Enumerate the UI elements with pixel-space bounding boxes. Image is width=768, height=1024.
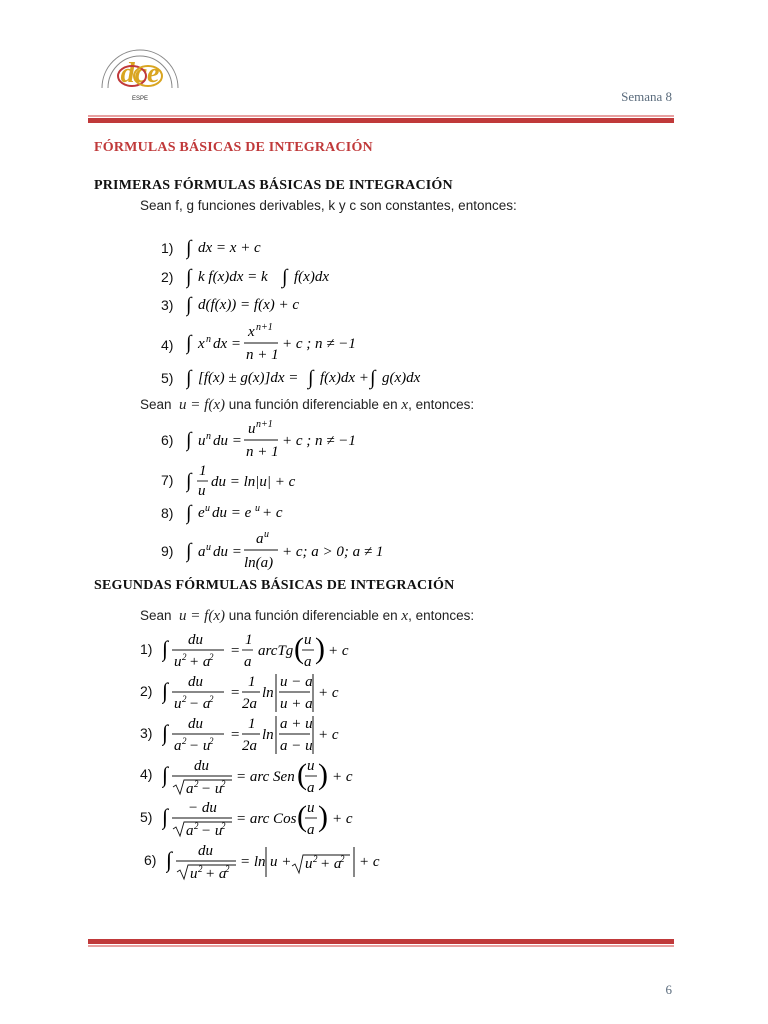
svg-text:u: u bbox=[174, 654, 182, 670]
svg-text:u: u bbox=[198, 483, 206, 499]
svg-text:∫: ∫ bbox=[162, 678, 169, 703]
svg-text:+ c: + c bbox=[318, 685, 339, 701]
section1-heading: PRIMERAS FÓRMULAS BÁSICAS DE INTEGRACIÓN bbox=[94, 178, 453, 193]
svg-text:x: x bbox=[198, 336, 205, 352]
sean-line: Sean u = f(x) una función diferenciable en x, entonces: bbox=[140, 397, 475, 413]
svg-text:(: ( bbox=[297, 800, 307, 833]
formula-1-4 bbox=[186, 321, 386, 363]
formula-number: 2) bbox=[140, 683, 153, 699]
formula-number: 3) bbox=[161, 297, 174, 313]
svg-text:a − u: a − u bbox=[280, 738, 313, 754]
svg-text:a: a bbox=[307, 780, 315, 796]
logo-sub: ESPE bbox=[131, 96, 149, 102]
formula-number: 8) bbox=[161, 505, 174, 521]
section1-intro: Sean f, g funciones derivables, k y c son constantes, entonces: bbox=[140, 198, 517, 213]
svg-text:2: 2 bbox=[194, 779, 199, 789]
svg-text:− u: − u bbox=[189, 738, 211, 754]
svg-text:u: u bbox=[206, 542, 211, 553]
svg-text:u: u bbox=[248, 421, 256, 437]
formula-1-7 bbox=[186, 460, 326, 500]
svg-text:+ c: + c bbox=[359, 854, 380, 870]
svg-text:du: du bbox=[194, 758, 209, 774]
svg-text:∫: ∫ bbox=[186, 294, 192, 316]
svg-text:= arc Sen: = arc Sen bbox=[236, 769, 295, 785]
formula-1-6 bbox=[186, 418, 386, 460]
svg-text:∫: ∫ bbox=[308, 367, 314, 389]
svg-text:n + 1: n + 1 bbox=[246, 444, 279, 460]
svg-text:∫: ∫ bbox=[186, 332, 192, 354]
svg-text:du: du bbox=[188, 716, 203, 732]
svg-text:du = e: du = e bbox=[212, 505, 252, 521]
svg-text:a + u: a + u bbox=[280, 716, 313, 732]
svg-text:dx = x + c: dx = x + c bbox=[198, 240, 261, 256]
svg-text:+ c ; n ≠ −1: + c ; n ≠ −1 bbox=[282, 433, 356, 449]
svg-text:): ) bbox=[318, 758, 328, 791]
svg-text:k f(x)dx = k: k f(x)dx = k bbox=[198, 269, 268, 285]
svg-text:+ c ; n ≠ −1: + c ; n ≠ −1 bbox=[282, 336, 356, 352]
svg-text:∫: ∫ bbox=[186, 237, 192, 259]
svg-text:2: 2 bbox=[182, 694, 187, 704]
svg-text:∫: ∫ bbox=[186, 266, 192, 288]
formula-number: 3) bbox=[140, 725, 153, 741]
svg-text:du = ln|u| + c: du = ln|u| + c bbox=[211, 474, 296, 490]
formula-number: 2) bbox=[161, 269, 174, 285]
formula-number: 9) bbox=[161, 543, 174, 559]
svg-text:): ) bbox=[315, 632, 325, 665]
svg-text:∫: ∫ bbox=[282, 266, 288, 288]
formula-number: 4) bbox=[161, 337, 174, 353]
svg-text:[f(x) ± g(x)]dx =: [f(x) ± g(x)]dx = bbox=[198, 370, 299, 386]
svg-text:du =: du = bbox=[213, 544, 242, 560]
formula-number: 5) bbox=[161, 370, 174, 386]
formula-1-3 bbox=[186, 291, 366, 317]
svg-text:2: 2 bbox=[225, 864, 230, 874]
svg-text:a: a bbox=[256, 531, 264, 547]
svg-text:u: u bbox=[190, 866, 198, 882]
svg-text:=: = bbox=[230, 643, 241, 659]
svg-text:(: ( bbox=[297, 758, 307, 791]
svg-text:=: = bbox=[230, 727, 241, 743]
svg-text:∫: ∫ bbox=[162, 762, 169, 787]
svg-text:2: 2 bbox=[313, 854, 318, 864]
svg-text:− du: − du bbox=[188, 800, 217, 816]
svg-text:∫: ∫ bbox=[162, 636, 169, 661]
svg-text:1: 1 bbox=[199, 463, 207, 479]
svg-text:2a: 2a bbox=[242, 696, 257, 712]
svg-text:2: 2 bbox=[209, 652, 214, 662]
formula-1-2 bbox=[186, 263, 386, 289]
svg-text:u: u bbox=[304, 632, 312, 648]
svg-text:=: = bbox=[230, 685, 241, 701]
svg-text:1: 1 bbox=[248, 716, 256, 732]
svg-text:u + a: u + a bbox=[280, 696, 313, 712]
svg-text:+ c: + c bbox=[332, 811, 353, 827]
header-rule bbox=[88, 115, 674, 124]
svg-text:+ a: + a bbox=[205, 866, 227, 882]
svg-text:∫: ∫ bbox=[186, 540, 192, 562]
formula-number: 6) bbox=[161, 432, 174, 448]
svg-text:n + 1: n + 1 bbox=[246, 347, 279, 363]
footer-rule bbox=[88, 939, 674, 948]
svg-text:f(x)dx: f(x)dx bbox=[294, 269, 329, 285]
department-logo bbox=[92, 36, 188, 108]
svg-text:du =: du = bbox=[213, 433, 242, 449]
svg-text:+ c: + c bbox=[332, 769, 353, 785]
svg-text:2: 2 bbox=[182, 652, 187, 662]
svg-text:n: n bbox=[206, 431, 211, 442]
svg-text:n+1: n+1 bbox=[256, 419, 273, 430]
formula-number: 1) bbox=[161, 240, 174, 256]
formula-2-3 bbox=[162, 712, 362, 756]
svg-text:2: 2 bbox=[182, 736, 187, 746]
svg-text:2: 2 bbox=[194, 821, 199, 831]
formula-1-5 bbox=[186, 364, 446, 390]
svg-text:ln: ln bbox=[262, 727, 274, 743]
page-title: FÓRMULAS BÁSICAS DE INTEGRACIÓN bbox=[94, 140, 373, 155]
svg-text:u: u bbox=[264, 529, 269, 540]
svg-text:u: u bbox=[174, 696, 182, 712]
formula-2-4 bbox=[162, 754, 362, 798]
formula-2-5 bbox=[162, 796, 362, 840]
svg-text:+ c: + c bbox=[262, 505, 283, 521]
formula-2-6 bbox=[166, 839, 386, 883]
svg-text:∫: ∫ bbox=[186, 429, 192, 451]
svg-text:− u: − u bbox=[201, 781, 223, 797]
svg-text:g(x)dx: g(x)dx bbox=[382, 370, 421, 386]
svg-text:a: a bbox=[244, 654, 252, 670]
svg-text:2a: 2a bbox=[242, 738, 257, 754]
svg-text:− u: − u bbox=[201, 823, 223, 839]
sean-line-2: Sean u = f(x) una función diferenciable en x, entonces: bbox=[140, 608, 475, 624]
page-number: 6 bbox=[665, 982, 672, 997]
formula-number: 1) bbox=[140, 641, 153, 657]
formula-number: 7) bbox=[161, 472, 174, 488]
svg-text:a: a bbox=[304, 654, 312, 670]
svg-text:(: ( bbox=[294, 632, 304, 665]
svg-text:1: 1 bbox=[248, 674, 256, 690]
svg-text:u +: u + bbox=[270, 854, 292, 870]
svg-text:u: u bbox=[307, 800, 315, 816]
svg-text:u: u bbox=[305, 856, 313, 872]
svg-text:a: a bbox=[307, 822, 315, 838]
svg-text:+ a: + a bbox=[189, 654, 211, 670]
svg-text:= arc Cos: = arc Cos bbox=[236, 811, 297, 827]
svg-text:2: 2 bbox=[221, 821, 226, 831]
svg-text:= ln: = ln bbox=[240, 854, 266, 870]
svg-text:du: du bbox=[188, 674, 203, 690]
svg-text:∫: ∫ bbox=[370, 367, 376, 389]
svg-text:− a: − a bbox=[189, 696, 211, 712]
svg-text:d(f(x)) = f(x) + c: d(f(x)) = f(x) + c bbox=[198, 297, 300, 313]
svg-text:a: a bbox=[186, 823, 194, 839]
svg-text:a: a bbox=[198, 544, 206, 560]
svg-text:ln: ln bbox=[262, 685, 274, 701]
svg-text:∫: ∫ bbox=[162, 720, 169, 745]
svg-text:du: du bbox=[198, 843, 213, 859]
svg-text:2: 2 bbox=[209, 736, 214, 746]
svg-text:1: 1 bbox=[245, 632, 253, 648]
svg-text:n: n bbox=[206, 334, 211, 345]
svg-text:e: e bbox=[198, 505, 205, 521]
svg-text:x: x bbox=[248, 324, 255, 340]
svg-text:): ) bbox=[318, 800, 328, 833]
svg-text:+ c: + c bbox=[328, 643, 349, 659]
svg-text:∫: ∫ bbox=[166, 847, 173, 872]
svg-text:u: u bbox=[255, 503, 260, 514]
svg-text:u − a: u − a bbox=[280, 674, 313, 690]
svg-text:2: 2 bbox=[340, 854, 345, 864]
svg-text:n+1: n+1 bbox=[256, 322, 273, 333]
svg-text:a: a bbox=[174, 738, 182, 754]
svg-text:arcTg: arcTg bbox=[258, 643, 294, 659]
logo-mark: dce bbox=[120, 58, 160, 89]
svg-text:dx =: dx = bbox=[213, 336, 242, 352]
svg-text:+ c: + c bbox=[318, 727, 339, 743]
svg-text:u: u bbox=[198, 433, 206, 449]
svg-text:2: 2 bbox=[198, 864, 203, 874]
formula-2-2 bbox=[162, 670, 362, 714]
week-label: Semana 8 bbox=[621, 89, 672, 104]
svg-text:+ c; a > 0; a ≠ 1: + c; a > 0; a ≠ 1 bbox=[282, 544, 384, 560]
svg-text:du: du bbox=[188, 632, 203, 648]
svg-text:∫: ∫ bbox=[186, 470, 192, 492]
svg-text:∫: ∫ bbox=[186, 367, 192, 389]
formula-1-9 bbox=[186, 529, 406, 573]
section2-heading: SEGUNDAS FÓRMULAS BÁSICAS DE INTEGRACIÓN bbox=[94, 578, 455, 593]
formula-1-8 bbox=[186, 499, 326, 525]
formula-number: 4) bbox=[140, 766, 153, 782]
svg-text:∫: ∫ bbox=[162, 804, 169, 829]
svg-text:2: 2 bbox=[221, 779, 226, 789]
formula-number: 5) bbox=[140, 809, 153, 825]
svg-text:u: u bbox=[307, 758, 315, 774]
svg-text:f(x)dx +: f(x)dx + bbox=[320, 370, 369, 386]
svg-text:+ a: + a bbox=[320, 856, 342, 872]
svg-text:2: 2 bbox=[209, 694, 214, 704]
svg-text:∫: ∫ bbox=[186, 502, 192, 524]
svg-text:ln(a): ln(a) bbox=[244, 555, 274, 571]
svg-text:a: a bbox=[186, 781, 194, 797]
formula-1-1 bbox=[186, 234, 306, 260]
svg-text:u: u bbox=[205, 503, 210, 514]
formula-2-1 bbox=[162, 628, 362, 672]
formula-number: 6) bbox=[144, 852, 157, 868]
